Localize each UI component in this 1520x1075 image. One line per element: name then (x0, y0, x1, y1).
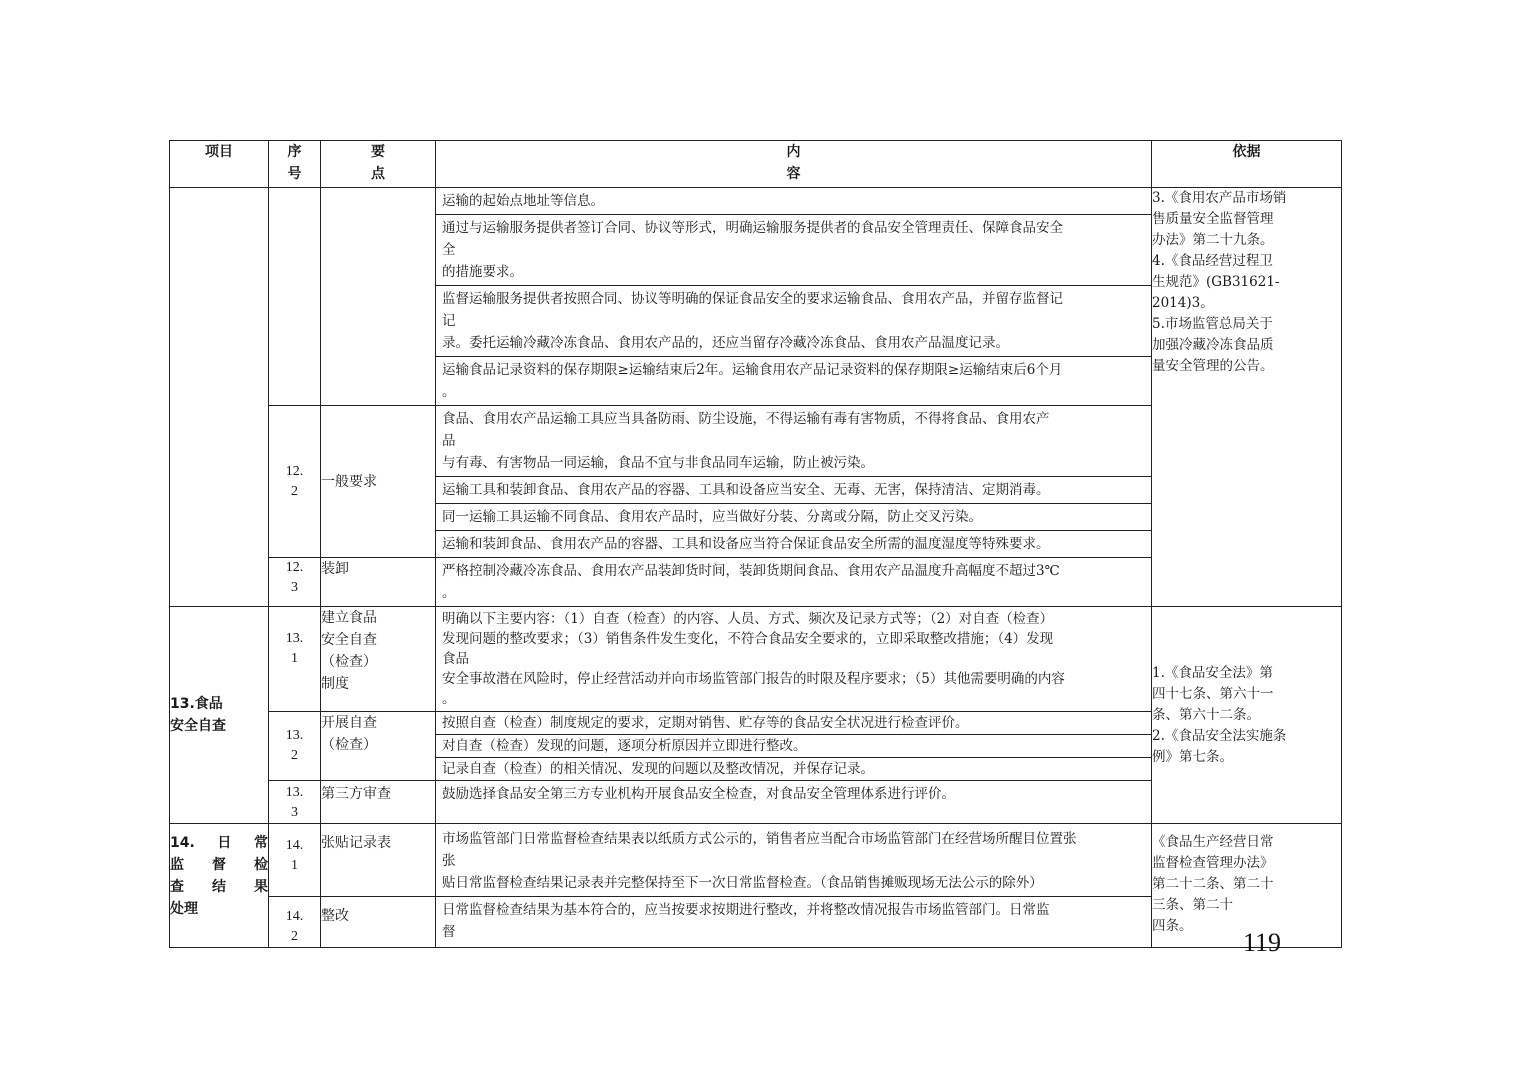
content-14-1 (436, 824, 1152, 897)
content-line: 发现问题的整改要求；（3）销售条件发生变化，不符合食品安全要求的，立即采取整改措施；（4）发现 (442, 631, 1054, 647)
basis-line: 售质量安全监督管理 (1152, 211, 1274, 227)
content-row (436, 285, 1151, 356)
content-row (436, 607, 1151, 711)
basis-line: 1.《食品安全法》第 (1152, 664, 1273, 681)
content-row (436, 476, 1151, 503)
section-12-rows-a (170, 188, 1342, 406)
point-14-2: 整改 (321, 897, 436, 948)
content-row (436, 734, 1151, 757)
point-12-3: 装卸 (321, 558, 436, 607)
basis-line: 2.《食品安全法实施条 (1152, 727, 1287, 744)
subsection-14-1 (170, 824, 1342, 897)
section-12-basis (1152, 188, 1342, 607)
content-line: 安全事故潜在风险时，停止经营活动并向市场监管部门报告的时限及程序要求；（5）其他需要明确的内容 (442, 671, 1065, 687)
basis-line: 条、第六十二条。 (1152, 706, 1260, 723)
header-content-line: 内 (786, 144, 801, 160)
point-13-2 (321, 712, 436, 781)
content-row (436, 356, 1151, 405)
point-12-2: 一般要求 (321, 406, 436, 558)
content-line: 同一运输工具运输不同食品、食用农产品时，应当做好分装、分离或分隔，防止交叉污染。 (442, 509, 982, 525)
basis-line: 3.《食用农产品市场销 (1152, 190, 1287, 206)
section-12-seq-blank (269, 188, 321, 406)
basis-line: 2014)3。 (1152, 295, 1214, 311)
content-line: 运输的起始点地址等信息。 (442, 193, 604, 209)
content-row (436, 824, 1151, 896)
content-line: 食品、食用农产品运输工具应当具备防雨、防尘设施，不得运输有毒有害物质，不得将食品、食用农产 (442, 411, 1050, 427)
header-content-line: 容 (786, 166, 801, 182)
seq-line: 1 (291, 858, 298, 873)
content-13-1 (436, 607, 1152, 712)
content-line: 与有毒、有害物品一同运输，食品不宜与非食品同车运输，防止被污染。 (442, 455, 874, 471)
content-line: 日常监督检查结果为基本符合的，应当按要求按期进行整改，并将整改情况报告市场监管部门。日常监 (442, 902, 1050, 918)
seq-13-1 (269, 607, 321, 712)
seq-14-2 (269, 897, 321, 948)
basis-line: 生规范》(GB31621- (1152, 274, 1280, 290)
header-content (436, 141, 1152, 188)
seq-line: 2 (291, 748, 298, 763)
content-line: 严格控制冷藏冷冻食品、食用农产品装卸货时间，装卸货期间食品、食用农产品温度升高幅度不超过3℃ (442, 563, 1060, 579)
content-12-2 (436, 406, 1152, 558)
header-seq (269, 141, 321, 188)
content-line: 运输食品记录资料的保存期限≥运输结束后2年。运输食用农产品记录资料的保存期限≥运输结束后6个月 (442, 362, 1063, 378)
content-line: 的措施要求。 (442, 264, 523, 280)
content-line: 督 (442, 924, 456, 940)
content-row (436, 406, 1151, 476)
point-13-1 (321, 607, 436, 712)
content-row (436, 558, 1151, 606)
point-line: 建立食品 (321, 610, 377, 626)
content-line: 全 (442, 242, 456, 258)
basis-line: 加强冷藏冷冻食品质 (1152, 337, 1274, 353)
section-12-point-blank (321, 188, 436, 406)
category-line: 查结果 (170, 879, 268, 895)
content-12-3 (436, 558, 1152, 607)
content-line: 运输和装卸食品、食用农产品的容器、工具和设备应当符合保证食品安全所需的温度湿度等特殊要求。 (442, 536, 1050, 552)
point-line: （检查） (321, 737, 377, 753)
basis-line: 例》第七条。 (1152, 748, 1233, 765)
category-line: 14.日常 (170, 835, 268, 851)
content-row (436, 503, 1151, 530)
regulation-table (169, 140, 1342, 948)
category-line: 监督检 (170, 857, 268, 873)
basis-line: 量安全管理的公告。 (1152, 358, 1274, 374)
header-point (321, 141, 436, 188)
content-row (436, 188, 1151, 214)
content-line: 贴日常监督检查结果记录表并完整保持至下一次日常监督检查。（食品销售摊贩现场无法公示的除外） (442, 875, 1043, 891)
content-line: 对自查（检查）发现的问题，逐项分析原因并立即进行整改。 (442, 738, 807, 754)
basis-line: 办法》第二十九条。 (1152, 232, 1274, 248)
content-line: 按照自查（检查）制度规定的要求，定期对销售、贮存等的食品安全状况进行检查评价。 (442, 715, 969, 731)
seq-line: 3 (291, 805, 298, 820)
header-item: 项目 (170, 141, 269, 188)
seq-line: 13. (285, 728, 304, 743)
seq-12-3 (269, 558, 321, 607)
content-line: 录。委托运输冷藏冷冻食品、食用农产品的，还应当留存冷藏冷冻食品、食用农产品温度记录。 (442, 335, 1009, 351)
content-14-2 (436, 897, 1152, 948)
subsection-13-1 (170, 607, 1342, 712)
category-line: 处理 (170, 901, 198, 917)
seq-line: 12. (285, 560, 304, 575)
content-line: 鼓励选择食品安全第三方专业机构开展食品安全检查，对食品安全管理体系进行评价。 (442, 786, 955, 802)
content-line: 。 (442, 691, 456, 707)
basis-line: 四条。 (1152, 918, 1193, 934)
point-14-1: 张贴记录表 (321, 824, 436, 897)
content-line: 记 (442, 313, 456, 329)
header-point-line: 点 (371, 166, 385, 182)
seq-13-2 (269, 712, 321, 781)
category-line: 13.食品 (170, 696, 223, 712)
content-line: 记录自查（检查）的相关情况、发现的问题以及整改情况，并保存记录。 (442, 761, 874, 777)
seq-line: 3 (291, 580, 298, 595)
section-13-category (170, 607, 269, 824)
header-basis: 依据 (1152, 141, 1342, 188)
section-12-content-a (436, 188, 1152, 406)
content-row (436, 897, 1151, 945)
basis-line: 四十七条、第六十一 (1152, 685, 1274, 702)
basis-line: 监督检查管理办法》 (1152, 855, 1274, 871)
section-12-category (170, 188, 269, 607)
content-line: 运输工具和装卸食品、食用农产品的容器、工具和设备应当安全、无毒、无害，保持清洁、定期消毒。 (442, 482, 1050, 498)
content-line: 张 (442, 853, 456, 869)
content-line: 。 (442, 384, 456, 400)
content-line: 品 (442, 433, 456, 449)
content-line: 通过与运输服务提供者签订合同、协议等形式，明确运输服务提供者的食品安全管理责任、保障食品安全 (442, 220, 1063, 236)
content-row (436, 214, 1151, 285)
content-line: 明确以下主要内容：（1）自查（检查）的内容、人员、方式、频次及记录方式等；（2）对自查（检查） (442, 611, 1054, 627)
point-line: 开展自查 (321, 715, 377, 731)
seq-line: 12. (285, 463, 304, 479)
basis-line: 第二十二条、第二十 (1152, 876, 1274, 892)
basis-line: 5.市场监管总局关于 (1152, 316, 1273, 332)
point-line: 安全自查 (321, 632, 377, 648)
content-row (436, 712, 1151, 734)
basis-line: 4.《食品经营过程卫 (1152, 253, 1273, 269)
category-line: 安全自查 (170, 718, 226, 734)
seq-14-1 (269, 824, 321, 897)
seq-line: 2 (291, 483, 298, 499)
point-line: 制度 (321, 676, 349, 692)
seq-12-2 (269, 406, 321, 558)
content-row (436, 530, 1151, 557)
content-row (436, 757, 1151, 780)
seq-line: 13. (285, 631, 304, 646)
content-row (436, 781, 1151, 807)
seq-13-3 (269, 781, 321, 824)
header-row (170, 141, 1342, 188)
point-13-3: 第三方审查 (321, 781, 436, 824)
seq-line: 14. (285, 909, 304, 924)
content-line: 。 (442, 585, 456, 601)
seq-line: 2 (291, 929, 298, 944)
content-13-2 (436, 712, 1152, 781)
point-line: （检查） (321, 654, 377, 670)
basis-line: 《食品生产经营日常 (1152, 834, 1274, 850)
header-seq-line: 号 (287, 166, 302, 182)
seq-line: 14. (285, 838, 304, 853)
header-point-line: 要 (371, 144, 385, 160)
seq-line: 13. (285, 785, 304, 800)
content-13-3 (436, 781, 1152, 824)
content-line: 监督运输服务提供者按照合同、协议等明确的保证食品安全的要求运输食品、食用农产品，并留存监督记 (442, 291, 1063, 307)
content-line: 食品 (442, 651, 469, 667)
section-14-category (170, 824, 269, 948)
seq-line: 1 (291, 651, 298, 666)
header-seq-line: 序 (287, 144, 302, 160)
section-13-basis (1152, 607, 1342, 824)
basis-line: 三条、第二十 (1152, 897, 1233, 913)
page-number: 119 (1243, 928, 1282, 957)
content-line: 市场监管部门日常监督检查结果表以纸质方式公示的，销售者应当配合市场监管部门在经营场所醒目位置张 (442, 831, 1077, 847)
